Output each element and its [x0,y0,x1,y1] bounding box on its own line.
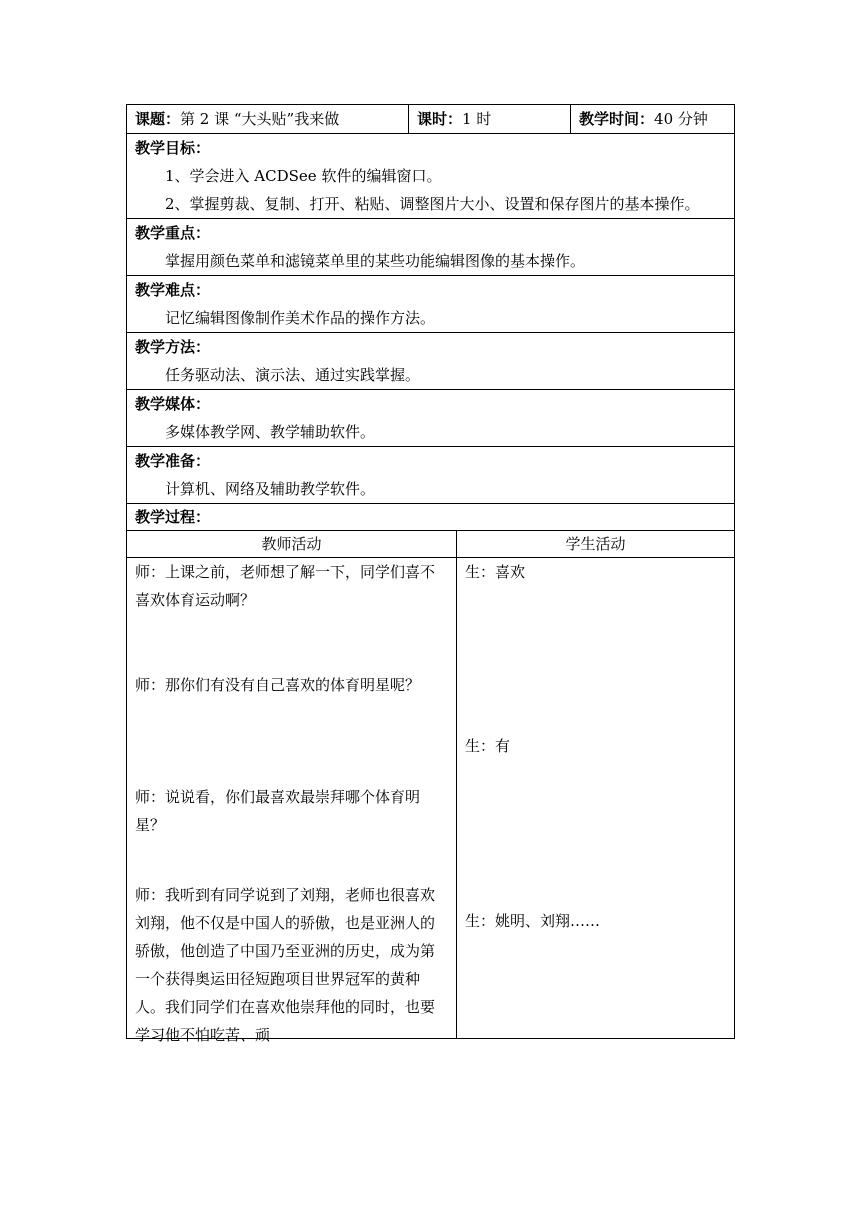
teacher-line: 师：我听到有同学说到了刘翔，老师也很喜欢刘翔，他不仅是中国人的骄傲，也是亚洲人的骄傲，他创造了中国乃至亚洲的历史，成为第一个获得奥运田径短跑项目世界冠军的黄种人。我们同学们在喜欢他崇拜他的同时，也要学习他不怕吃苦、顽 [135,886,436,1044]
student-line: 生：有 [465,737,511,755]
media-title: 教学媒体： [135,395,211,413]
process-header-row [127,531,735,558]
key-points-section [127,219,735,276]
student-header: 学生活动 [457,531,735,558]
teacher-line: 师：那你们有没有自己喜欢的体育明星呢？ [135,676,421,694]
student-column [457,558,735,1039]
methods-text: 任务驱动法、演示法、通过实践掌握。 [165,366,421,384]
media-section [127,390,735,447]
media-text: 多媒体教学网、教学辅助软件。 [165,423,376,441]
preparation-text: 计算机、网络及辅助教学软件。 [165,480,376,498]
difficulties-title: 教学难点： [135,281,211,299]
time-value: 40 分钟 [654,110,708,128]
preparation-section [127,447,735,504]
topic-value: 第 2 课 “大头贴”我来做 [180,110,340,128]
key-points-text: 掌握用颜色菜单和滤镜菜单里的某些功能编辑图像的基本操作。 [165,252,586,270]
student-line: 生：喜欢 [465,563,526,581]
difficulties-section [127,276,735,333]
hours-label: 课时： [417,110,463,128]
student-line: 生：姚明、刘翔…… [465,912,601,930]
teacher-line: 师：上课之前，老师想了解一下，同学们喜不喜欢体育运动啊？ [135,563,436,609]
teacher-header: 教师活动 [127,531,457,558]
objectives-title: 教学目标： [135,139,211,157]
header-row [127,105,735,134]
lesson-plan-page [126,104,734,1044]
topic-cell [127,105,409,134]
process-title-row [127,504,735,531]
objective-item: 1、学会进入 ACDSee 软件的编辑窗口。 [165,167,442,185]
difficulties-text: 记忆编辑图像制作美术作品的操作方法。 [165,309,436,327]
preparation-title: 教学准备： [135,452,211,470]
time-label: 教学时间： [579,110,655,128]
objective-item: 2、掌握剪裁、复制、打开、粘贴、调整图片大小、设置和保存图片的基本操作。 [165,195,700,213]
topic-label: 课题： [135,110,181,128]
hours-value: 1 时 [462,110,492,128]
hours-cell [409,105,571,134]
key-points-title: 教学重点： [135,224,211,242]
teacher-column [127,558,457,1044]
lesson-plan-table [126,104,735,1044]
time-cell [571,105,735,134]
teacher-line: 师：说说看，你们最喜欢最崇拜哪个体育明星？ [135,788,421,834]
objectives-section [127,134,735,219]
methods-section [127,333,735,390]
methods-title: 教学方法： [135,338,211,356]
process-body-row [127,558,735,1039]
process-title: 教学过程： [135,508,211,526]
